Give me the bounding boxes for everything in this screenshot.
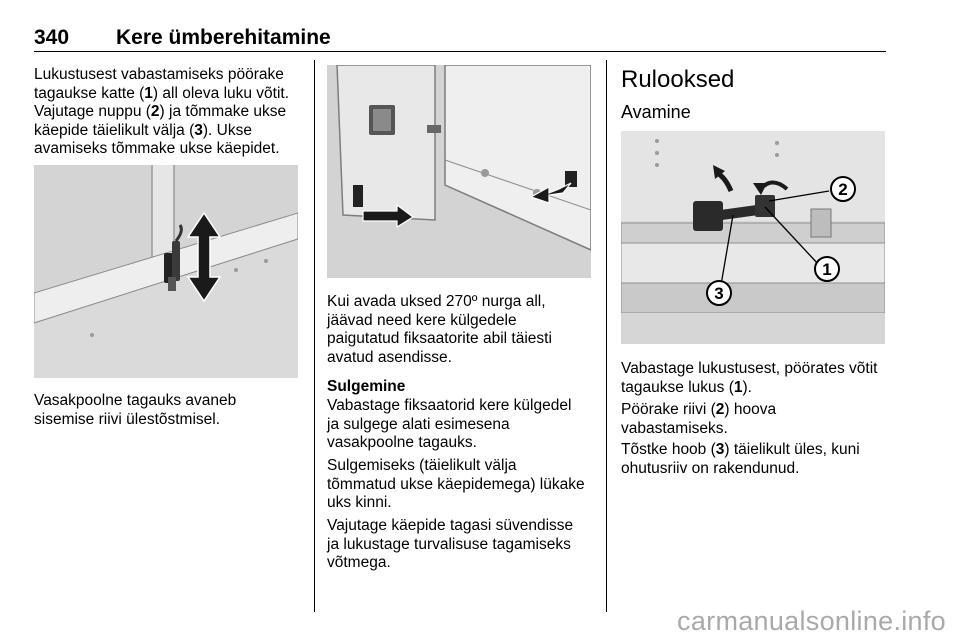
- subheading-opening: Avamine: [621, 102, 691, 122]
- section-heading-roller-doors: Rulooksed: [621, 66, 735, 93]
- callout-3-label: 3: [714, 284, 724, 303]
- paragraph-lock-with-key: Vajutage käepide tagasi süvendisse ja lukustage turvalisuse tagamiseks võtmega.: [327, 517, 574, 571]
- figure-rear-doors-270: [327, 65, 591, 278]
- header-rule: [34, 51, 886, 52]
- page-header: [34, 26, 886, 52]
- page-number: 340: [34, 26, 70, 49]
- paragraph-turn-latch: Pöörake riivi (2) hoova vabastamiseks.: [621, 401, 777, 437]
- callout-2-label: 2: [838, 180, 848, 199]
- paragraph-lift-lever: Tõstke hoob (3) täielikult üles, kuni ohutusriiv on rakendunud.: [621, 441, 860, 477]
- paragraph-push-door-closed: Sulgemiseks (täielikult välja tõmmatud ukse käepidemega) lükake uks kinni.: [327, 457, 585, 511]
- section-title: Kere ümberehitamine: [116, 26, 331, 49]
- column-divider-1: [314, 60, 315, 612]
- paragraph-unlock-key: Vabastage lukustusest, pöörates võtit tagaukse lukus (1).: [621, 360, 878, 396]
- figure-left-rear-door-latch: [34, 165, 298, 378]
- figure-roller-door-lock: [621, 131, 885, 344]
- paragraph-release-fixators: Vabastage fiksaatorid kere külgedel ja sulgege alati esimesena vasakpoolne tagauks.: [327, 397, 572, 451]
- figure-caption-left: Vasakpoolne tagauks avaneb sisemise riivi ülestõstmisel.: [34, 392, 237, 428]
- heading-closing: Sulgemine: [327, 378, 406, 395]
- paragraph-270-degrees: Kui avada uksed 270º nurga all, jäävad need kere külgedele paigutatud fiksaatorite abil täiesti avatud asendisse.: [327, 293, 552, 366]
- intro-paragraph: Lukustusest vabastamiseks pöörake tagaukse katte (1) all oleva luku võtit. Vajutage nuppu (2) ja tõmmake ukse käepide täielikult välja (3). Ukse avamiseks tõmmake ukse käepidet.: [34, 66, 290, 157]
- callout-1-label: 1: [822, 260, 832, 279]
- watermark: carmanualsonline.info: [677, 606, 946, 636]
- column-divider-2: [606, 60, 607, 612]
